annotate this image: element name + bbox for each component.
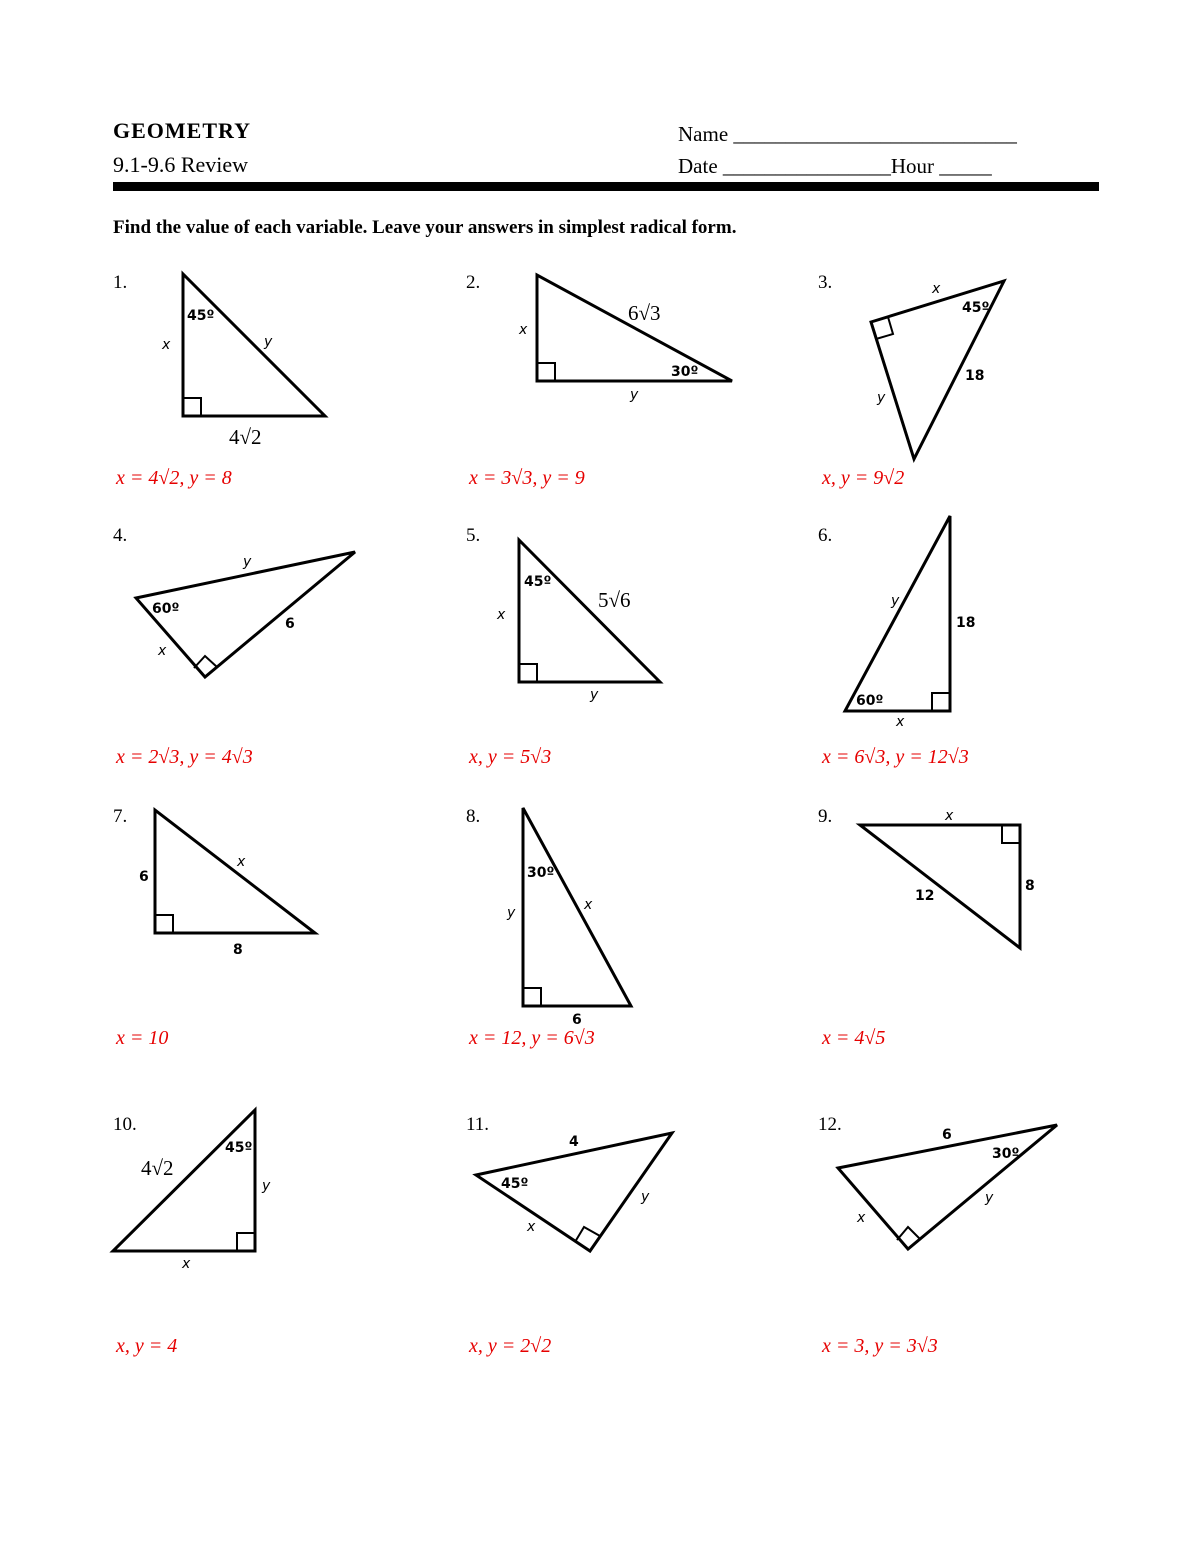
triangle-7-outline — [155, 810, 315, 933]
triangle-1-label-x: x — [162, 337, 171, 353]
triangle-12-outline — [838, 1125, 1057, 1249]
triangle-4-label-x: x — [158, 643, 167, 659]
triangle-6-right-angle-mark — [932, 693, 950, 711]
problem-1-answer: x = 4√2, y = 8 — [116, 467, 232, 489]
triangle-10-hypotenuse-label: 4√2 — [141, 1156, 174, 1180]
triangle-9 — [860, 808, 1035, 948]
triangle-3-angle-label: 45º — [962, 300, 990, 316]
triangle-3-label-y: y — [877, 390, 886, 406]
triangle-9-leg-label: 8 — [1025, 878, 1035, 894]
triangle-5-angle-label: 45º — [524, 574, 552, 590]
problem-1-number: 1. — [113, 272, 128, 293]
triangle-5-right-angle-mark — [519, 664, 537, 682]
triangle-12-hypotenuse-label: 6 — [942, 1127, 952, 1143]
triangle-4-label-y: y — [243, 554, 252, 570]
problem-8-answer: x = 12, y = 6√3 — [469, 1027, 595, 1049]
worksheet-subtitle: 9.1-9.6 Review — [113, 152, 249, 177]
problem-7-number: 7. — [113, 806, 128, 827]
triangle-5-label-x: x — [497, 607, 506, 623]
triangle-9-outline — [860, 825, 1020, 948]
problem-10-number: 10. — [113, 1114, 137, 1135]
triangle-6-label-y: y — [891, 593, 900, 609]
triangle-1-base-label: 4√2 — [229, 425, 262, 449]
triangle-5-hypotenuse-label: 5√6 — [598, 588, 631, 612]
problem-7-answer: x = 10 — [116, 1027, 169, 1049]
triangle-12-angle-label: 30º — [992, 1146, 1020, 1162]
problem-9-answer: x = 4√5 — [822, 1027, 886, 1049]
triangle-11-label-y: y — [641, 1189, 650, 1205]
triangle-9-hypotenuse-label: 12 — [915, 888, 935, 904]
triangle-3-label-x: x — [932, 281, 941, 297]
problem-9-number: 9. — [818, 806, 833, 827]
problem-4-answer: x = 2√3, y = 4√3 — [116, 746, 253, 768]
triangle-2-outline — [537, 275, 732, 381]
triangle-7 — [139, 810, 315, 958]
problem-3-number: 3. — [818, 272, 833, 293]
triangle-7-label-x: x — [237, 854, 246, 870]
triangle-8-base-label: 6 — [572, 1012, 582, 1028]
triangle-6 — [845, 516, 975, 730]
triangle-2-hypotenuse-label: 6√3 — [628, 301, 661, 325]
triangle-4-angle-label: 60º — [152, 601, 180, 617]
triangle-6-angle-label: 60º — [856, 693, 884, 709]
triangle-12 — [838, 1125, 1057, 1249]
triangle-1-outline — [183, 274, 325, 416]
triangle-10-angle-label: 45º — [225, 1140, 253, 1156]
triangle-2 — [518, 275, 732, 403]
problem-5-number: 5. — [466, 525, 481, 546]
triangle-8 — [506, 808, 631, 1028]
triangle-12-label-x: x — [857, 1210, 866, 1226]
problem-6-number: 6. — [818, 525, 833, 546]
triangle-5 — [496, 540, 660, 703]
problem-11-answer: x, y = 2√2 — [469, 1335, 552, 1357]
triangle-11 — [476, 1133, 672, 1251]
triangle-6-outline — [845, 516, 950, 711]
triangle-10-label-x: x — [182, 1256, 191, 1272]
triangle-2-right-angle-mark — [537, 363, 555, 381]
triangle-7-base-label: 8 — [233, 942, 243, 958]
triangle-2-angle-label: 30º — [671, 364, 699, 380]
problem-10-answer: x, y = 4 — [116, 1335, 178, 1357]
triangle-4-leg-label: 6 — [285, 616, 295, 632]
triangle-1-right-angle-mark — [183, 398, 201, 416]
triangle-10-right-angle-mark — [237, 1233, 255, 1251]
problem-6-answer: x = 6√3, y = 12√3 — [822, 746, 969, 768]
triangle-5-label-y: y — [590, 687, 599, 703]
triangle-10-label-y: y — [262, 1178, 271, 1194]
problem-12-number: 12. — [818, 1114, 842, 1135]
triangle-2-label-x: x — [519, 322, 528, 338]
problem-12-answer: x = 3, y = 3√3 — [822, 1335, 938, 1357]
triangle-8-angle-label: 30º — [527, 865, 555, 881]
triangle-12-label-y: y — [985, 1190, 994, 1206]
triangle-6-label-x: x — [896, 714, 905, 730]
date-hour-field: Date ________________Hour _____ — [678, 154, 992, 178]
triangle-11-angle-label: 45º — [501, 1176, 529, 1192]
problem-3-answer: x, y = 9√2 — [822, 467, 905, 489]
triangle-10 — [113, 1110, 271, 1272]
problem-8-number: 8. — [466, 806, 481, 827]
problem-5-answer: x, y = 5√3 — [469, 746, 552, 768]
problem-2-number: 2. — [466, 272, 481, 293]
triangle-1-label-y: y — [264, 334, 273, 350]
triangle-3 — [871, 281, 1004, 459]
triangle-10-outline — [113, 1110, 255, 1251]
triangle-8-outline — [523, 808, 631, 1006]
instructions: Find the value of each variable. Leave your answers in simplest radical form. — [113, 217, 737, 238]
triangle-6-leg-label: 18 — [956, 615, 976, 631]
triangle-8-label-x: x — [584, 897, 593, 913]
triangle-1-angle-label: 45º — [187, 308, 215, 324]
triangle-7-right-angle-mark — [155, 915, 173, 933]
triangle-5-outline — [519, 540, 660, 682]
triangle-1 — [161, 274, 325, 449]
triangle-11-label-x: x — [527, 1219, 536, 1235]
triangle-8-right-angle-mark — [523, 988, 541, 1006]
problem-11-number: 11. — [466, 1114, 490, 1135]
course-title: GEOMETRY — [113, 118, 252, 143]
triangle-9-label-x: x — [945, 808, 954, 824]
triangle-7-leg-label: 6 — [139, 869, 149, 885]
triangle-11-hypotenuse-label: 4 — [569, 1134, 579, 1150]
triangle-8-label-y: y — [507, 905, 516, 921]
triangle-2-label-y: y — [630, 387, 639, 403]
problem-4-number: 4. — [113, 525, 128, 546]
triangle-3-hypotenuse-label: 18 — [965, 368, 985, 384]
triangle-9-right-angle-mark — [1002, 825, 1020, 843]
problem-2-answer: x = 3√3, y = 9 — [469, 467, 585, 489]
name-field: Name ___________________________ — [678, 122, 1017, 146]
triangle-4 — [136, 552, 355, 677]
